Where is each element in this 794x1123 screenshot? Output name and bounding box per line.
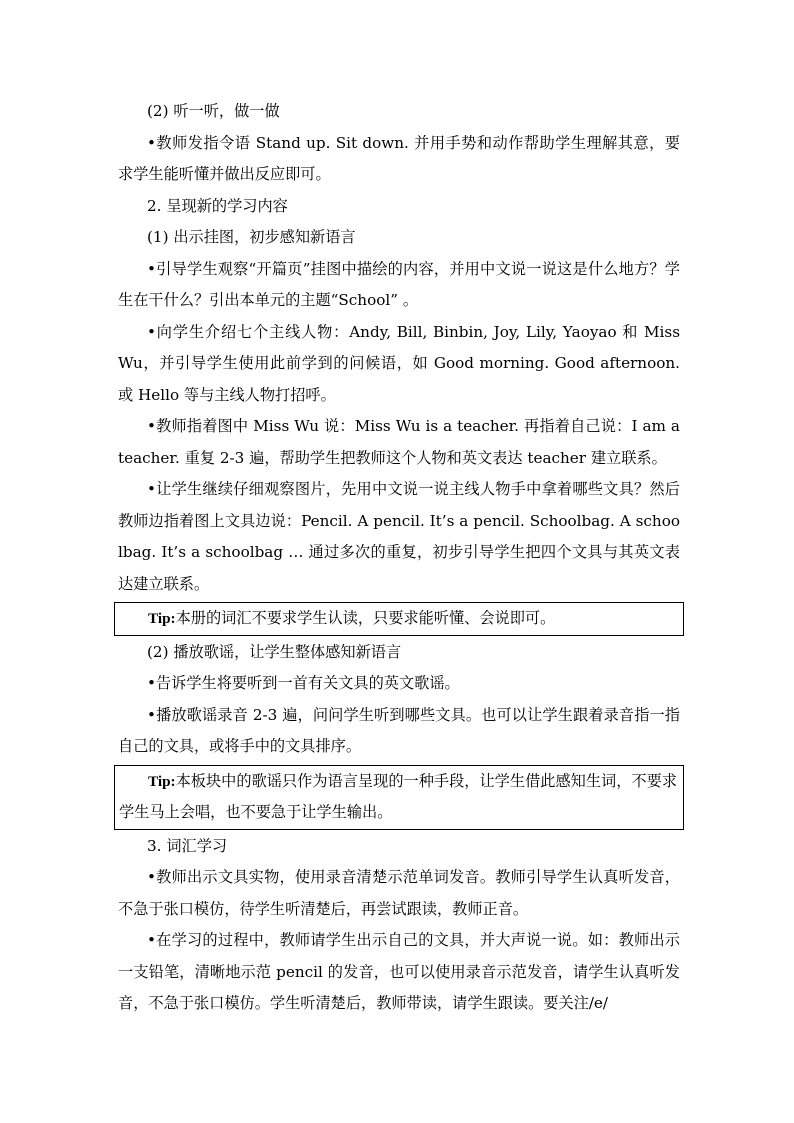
document-body: [118, 96, 680, 1020]
subheading-play-song: (2) 播放歌谣，让学生整体感知新语言: [147, 642, 402, 661]
paragraph-teacher: •教师指着图中 Miss Wu 说：Miss Wu is a teacher. 再指着自己说：I am a teacher. 重复 2-3 遍，帮助学生把教师这个人物和英文表达 teacher 建立联系。: [118, 417, 680, 467]
heading-present-new-content: 2. 呈现新的学习内容: [147, 196, 288, 215]
paragraph-vocab-demo: •教师出示文具实物，使用录音清楚示范单词发音。教师引导学生认真听发音，不急于张口模仿，待学生听清楚后，再尝试跟读，教师正音。: [118, 868, 680, 918]
paragraph-song-intro: •告诉学生将要听到一首有关文具的英文歌谣。: [147, 674, 460, 692]
paragraph-observe-picture: •引导学生观察“开篇页”挂图中描绘的内容，并用中文说一说这是什么地方？学生在干什么？引出本单元的主题“School” 。: [118, 259, 680, 309]
tip-text: 本板块中的歌谣只作为语言呈现的一种手段，让学生借此感知生词，不要求学生马上会唱，也不要急于让学生输出。: [119, 771, 677, 821]
tip-song: [119, 766, 677, 829]
tip-box-vocabulary: [114, 602, 684, 636]
heading-vocabulary-learning: 3. 词汇学习: [147, 836, 228, 855]
subheading-show-picture: (1) 出示挂图，初步感知新语言: [147, 228, 356, 246]
tip-label: Tip:: [148, 772, 176, 790]
paragraph-introduce-characters: •向学生介绍七个主线人物：Andy, Bill, Binbin, Joy, Lily, Yaoyao 和 Miss Wu，并引导学生使用此前学到的问候语，如 Good morning. Good afternoon. 或 Hello 等与主线人物打招呼。: [118, 322, 680, 404]
paragraph-stationery: •让学生继续仔细观察图片，先用中文说一说主线人物手中拿着哪些文具？然后教师边指着图上文具边说：Pencil. A pencil. It’s a pencil. Schoolbag. A schoolbag. It’s a schoolbag … 通过多次的重复，初步引导学生把四个文具与其英文表达建立联系。: [118, 480, 680, 593]
paragraph-stand-sit: •教师发指令语 Stand up. Sit down. 并用手势和动作帮助学生理解其意，要求学生能听懂并做出反应即可。: [118, 133, 680, 183]
tip-text: 本册的词汇不要求学生认读，只要求能听懂、会说即可。: [175, 609, 556, 627]
paragraph-vocab-practice: •在学习的过程中，教师请学生出示自己的文具，并大声说一说。如：教师出示一支铅笔，清晰地示范 pencil 的发音，也可以使用录音示范发音，请学生认真听发音，不急于张口模仿。学生听清楚后，教师带读，请学生跟读。要关注/e/: [118, 931, 680, 1012]
subheading-listen-do: (2) 听一听，做一做: [147, 102, 280, 120]
tip-box-song: [114, 765, 684, 830]
paragraph-song-play: •播放歌谣录音 2-3 遍，问问学生听到哪些文具。也可以让学生跟着录音指一指自己的文具，或将手中的文具排序。: [118, 705, 680, 755]
tip-label: Tip:: [148, 610, 176, 627]
tip-vocabulary: [119, 603, 677, 635]
